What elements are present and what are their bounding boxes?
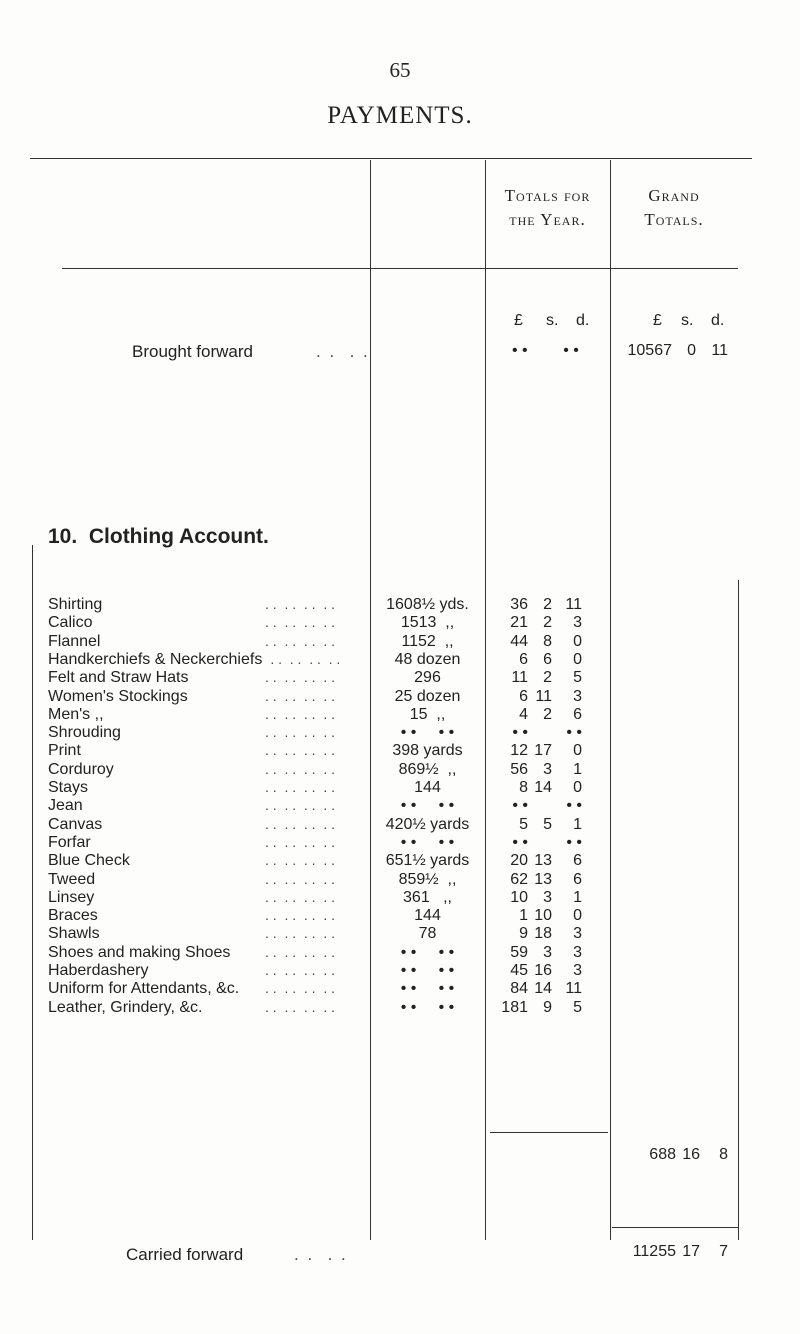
table-row	[0, 651, 800, 669]
table-row	[0, 980, 800, 998]
leader-dots: . . . . . . . .	[265, 980, 336, 996]
item-quantity: • • • •	[400, 999, 455, 1016]
item-quantity: • • • •	[400, 834, 455, 851]
currency-header-year: £ s. d.	[514, 312, 590, 329]
item-quantity: 361 ,,	[403, 889, 452, 906]
item-pounds: • •	[512, 797, 528, 814]
item-pence: 3	[573, 944, 582, 961]
item-shillings: 8	[543, 633, 552, 650]
table-row	[0, 742, 800, 760]
item-label: Canvas	[48, 816, 103, 833]
leader-dots: . . . . . . . .	[265, 907, 336, 923]
item-label: Shawls	[48, 925, 100, 942]
item-pounds: • •	[512, 724, 528, 741]
item-label: Stays	[48, 779, 89, 796]
item-label: Uniform for Attendants, &c.	[48, 980, 240, 997]
item-pence: 5	[573, 999, 582, 1016]
item-pence: 11	[565, 980, 582, 997]
item-label: Print	[48, 742, 81, 759]
leader-dots: . . . . . . . .	[265, 688, 336, 704]
item-pounds: 12	[510, 742, 528, 759]
item-quantity: 15 ,,	[409, 706, 446, 723]
item-pounds: 44	[510, 633, 528, 650]
table-row	[0, 596, 800, 614]
item-pence: 0	[573, 907, 582, 924]
table-row	[0, 925, 800, 943]
item-label: Shirting	[48, 596, 103, 613]
item-pence: 3	[573, 688, 582, 705]
table-top-rule	[30, 158, 752, 159]
item-quantity: • • • •	[400, 797, 455, 814]
brought-forward-label: Brought forward	[132, 342, 253, 361]
item-pounds: 181	[501, 999, 528, 1016]
item-quantity: 1608½ yds.	[386, 596, 469, 613]
section-title: 10. Clothing Account.	[48, 525, 269, 548]
page-number: 65	[389, 58, 411, 82]
item-shillings: 16	[534, 962, 552, 979]
item-quantity: 859½ ,,	[398, 871, 457, 888]
section-subtotal-rule	[490, 1132, 608, 1133]
leader-dots: . . . . . . . .	[265, 925, 336, 941]
table-row	[0, 852, 800, 870]
item-label: Jean	[48, 797, 83, 814]
leader-dots: . . . . . . . .	[265, 596, 336, 612]
table-row	[0, 614, 800, 632]
item-shillings: 17	[534, 742, 552, 759]
leader-dots: . . . . . . . .	[265, 889, 336, 905]
item-quantity: • • • •	[400, 724, 455, 741]
item-pounds: 6	[519, 651, 528, 668]
item-label: Shrouding	[48, 724, 121, 741]
leader-dots: . . . . . . . .	[265, 962, 336, 978]
item-shillings: 14	[534, 779, 552, 796]
item-pounds: 62	[510, 871, 528, 888]
item-shillings: 3	[543, 761, 552, 778]
table-row	[0, 871, 800, 889]
item-quantity: 78	[418, 925, 437, 942]
table-row	[0, 889, 800, 907]
item-pounds: 21	[510, 614, 528, 631]
leader-dots: . . . . . . . .	[265, 871, 336, 887]
item-shillings: 14	[534, 980, 552, 997]
item-label: Women's Stockings	[48, 688, 188, 705]
item-label: Leather, Grindery, &c.	[48, 999, 203, 1016]
item-pence: • •	[566, 834, 582, 851]
table-row	[0, 761, 800, 779]
item-quantity: 25 dozen	[394, 688, 461, 705]
table-row	[0, 633, 800, 651]
carried-forward-label: Carried forward	[126, 1245, 244, 1264]
item-pounds: 56	[510, 761, 528, 778]
item-shillings: 2	[543, 596, 552, 613]
header-grand-totals: Grand Totals.	[644, 186, 704, 229]
grand-total-rule	[612, 1227, 738, 1228]
leader-dots: . . . . . . . .	[265, 724, 336, 740]
item-label: Calico	[48, 614, 93, 631]
item-pounds: 84	[510, 980, 528, 997]
leader-dots: . . . . . . . .	[265, 669, 336, 685]
item-quantity: • • • •	[400, 944, 455, 961]
item-pounds: 45	[510, 962, 528, 979]
item-shillings: 2	[543, 669, 552, 686]
item-shillings: 10	[534, 907, 552, 924]
leader-dots: . . . . . . . .	[270, 651, 341, 667]
item-pence: 5	[573, 669, 582, 686]
section-subtotal: 688 16 8	[649, 1146, 728, 1163]
item-pence: • •	[566, 797, 582, 814]
item-pounds: 59	[510, 944, 528, 961]
table-row	[0, 669, 800, 687]
item-quantity: 1152 ,,	[401, 633, 454, 650]
item-pence: 6	[573, 706, 582, 723]
table-row	[0, 816, 800, 834]
item-pence: 0	[573, 742, 582, 759]
item-pounds: 10	[510, 889, 528, 906]
item-pence: 3	[573, 925, 582, 942]
item-shillings: 3	[543, 944, 552, 961]
leader-dots: . . . . . . . .	[265, 797, 336, 813]
item-quantity: 420½ yards	[385, 816, 470, 833]
table-row	[0, 944, 800, 962]
currency-header-grand: £ s. d.	[653, 312, 725, 329]
item-label: Blue Check	[48, 852, 130, 869]
leader-dots: . . . .	[294, 1245, 348, 1264]
brought-forward-year-placeholder: • • • •	[512, 342, 579, 359]
item-quantity: • • • •	[400, 962, 455, 979]
table-row	[0, 688, 800, 706]
item-pence: 1	[573, 889, 582, 906]
item-quantity: 651½ yards	[385, 852, 470, 869]
leader-dots: . . . .	[316, 342, 370, 361]
leader-dots: . . . . . . . .	[265, 944, 336, 960]
item-label: Forfar	[48, 834, 91, 851]
item-label: Corduroy	[48, 761, 114, 778]
item-shillings: 2	[543, 706, 552, 723]
item-pounds: 8	[519, 779, 528, 796]
item-quantity: 296	[414, 669, 441, 686]
item-label: Men's ,,	[48, 706, 104, 723]
item-pence: 3	[573, 962, 582, 979]
leader-dots: . . . . . . . .	[265, 834, 336, 850]
leader-dots: . . . . . . . .	[265, 852, 336, 868]
item-pence: • •	[566, 724, 582, 741]
leader-dots: . . . . . . . .	[265, 633, 336, 649]
item-shillings: 2	[543, 614, 552, 631]
item-label: Handkerchiefs & Neckerchiefs	[48, 651, 263, 668]
item-shillings: 11	[535, 688, 552, 705]
item-pounds: 36	[510, 596, 528, 613]
table-row	[0, 724, 800, 742]
carried-forward-grand: 11255 17 7	[632, 1243, 728, 1260]
item-pence: 0	[573, 779, 582, 796]
item-label: Flannel	[48, 633, 101, 650]
item-pence: 6	[573, 852, 582, 869]
item-label: Felt and Straw Hats	[48, 669, 189, 686]
item-pence: 0	[573, 651, 582, 668]
item-pounds: 5	[519, 816, 528, 833]
item-label: Braces	[48, 907, 98, 924]
item-quantity: 48 dozen	[394, 651, 461, 668]
item-pence: 1	[573, 761, 582, 778]
item-shillings: 13	[534, 852, 552, 869]
item-pence: 1	[573, 816, 582, 833]
table-row	[0, 779, 800, 797]
table-row	[0, 706, 800, 724]
item-pounds: 6	[519, 688, 528, 705]
item-label: Haberdashery	[48, 962, 149, 979]
item-pence: 11	[565, 596, 582, 613]
page-title: PAYMENTS.	[327, 102, 473, 129]
item-shillings: 5	[543, 816, 552, 833]
table-row	[0, 999, 800, 1017]
item-pence: 6	[573, 871, 582, 888]
header-bottom-rule	[62, 268, 738, 269]
brought-forward-grand: 10567 0 11	[627, 342, 728, 359]
leader-dots: . . . . . . . .	[265, 706, 336, 722]
item-pounds: 1	[519, 907, 528, 924]
item-pounds: 4	[519, 706, 528, 723]
item-pounds: 20	[510, 852, 528, 869]
item-pence: 0	[573, 633, 582, 650]
item-label: Linsey	[48, 889, 95, 906]
item-quantity: 144	[414, 907, 441, 924]
table-row	[0, 834, 800, 852]
item-quantity: 398 yards	[392, 742, 463, 759]
item-pounds: • •	[512, 834, 528, 851]
item-pence: 3	[573, 614, 582, 631]
item-quantity: 144	[414, 779, 441, 796]
table-row	[0, 797, 800, 815]
item-pounds: 11	[511, 669, 528, 686]
item-quantity: 1513 ,,	[400, 614, 455, 631]
leader-dots: . . . . . . . .	[265, 761, 336, 777]
item-label: Shoes and making Shoes	[48, 944, 231, 961]
item-quantity: • • • •	[400, 980, 455, 997]
item-shillings: 13	[534, 871, 552, 888]
table-row	[0, 962, 800, 980]
item-shillings: 6	[543, 651, 552, 668]
header-totals-for-year: Totals for the Year.	[504, 186, 591, 229]
item-shillings: 3	[543, 889, 552, 906]
leader-dots: . . . . . . . .	[265, 742, 336, 758]
leader-dots: . . . . . . . .	[265, 614, 336, 630]
item-shillings: 18	[534, 925, 552, 942]
item-label: Tweed	[48, 871, 96, 888]
item-shillings: 9	[543, 999, 552, 1016]
leader-dots: . . . . . . . .	[265, 816, 336, 832]
item-pounds: 9	[519, 925, 528, 942]
item-quantity: 869½ ,,	[398, 761, 457, 778]
leader-dots: . . . . . . . .	[265, 779, 336, 795]
table-row	[0, 907, 800, 925]
leader-dots: . . . . . . . .	[265, 999, 336, 1015]
